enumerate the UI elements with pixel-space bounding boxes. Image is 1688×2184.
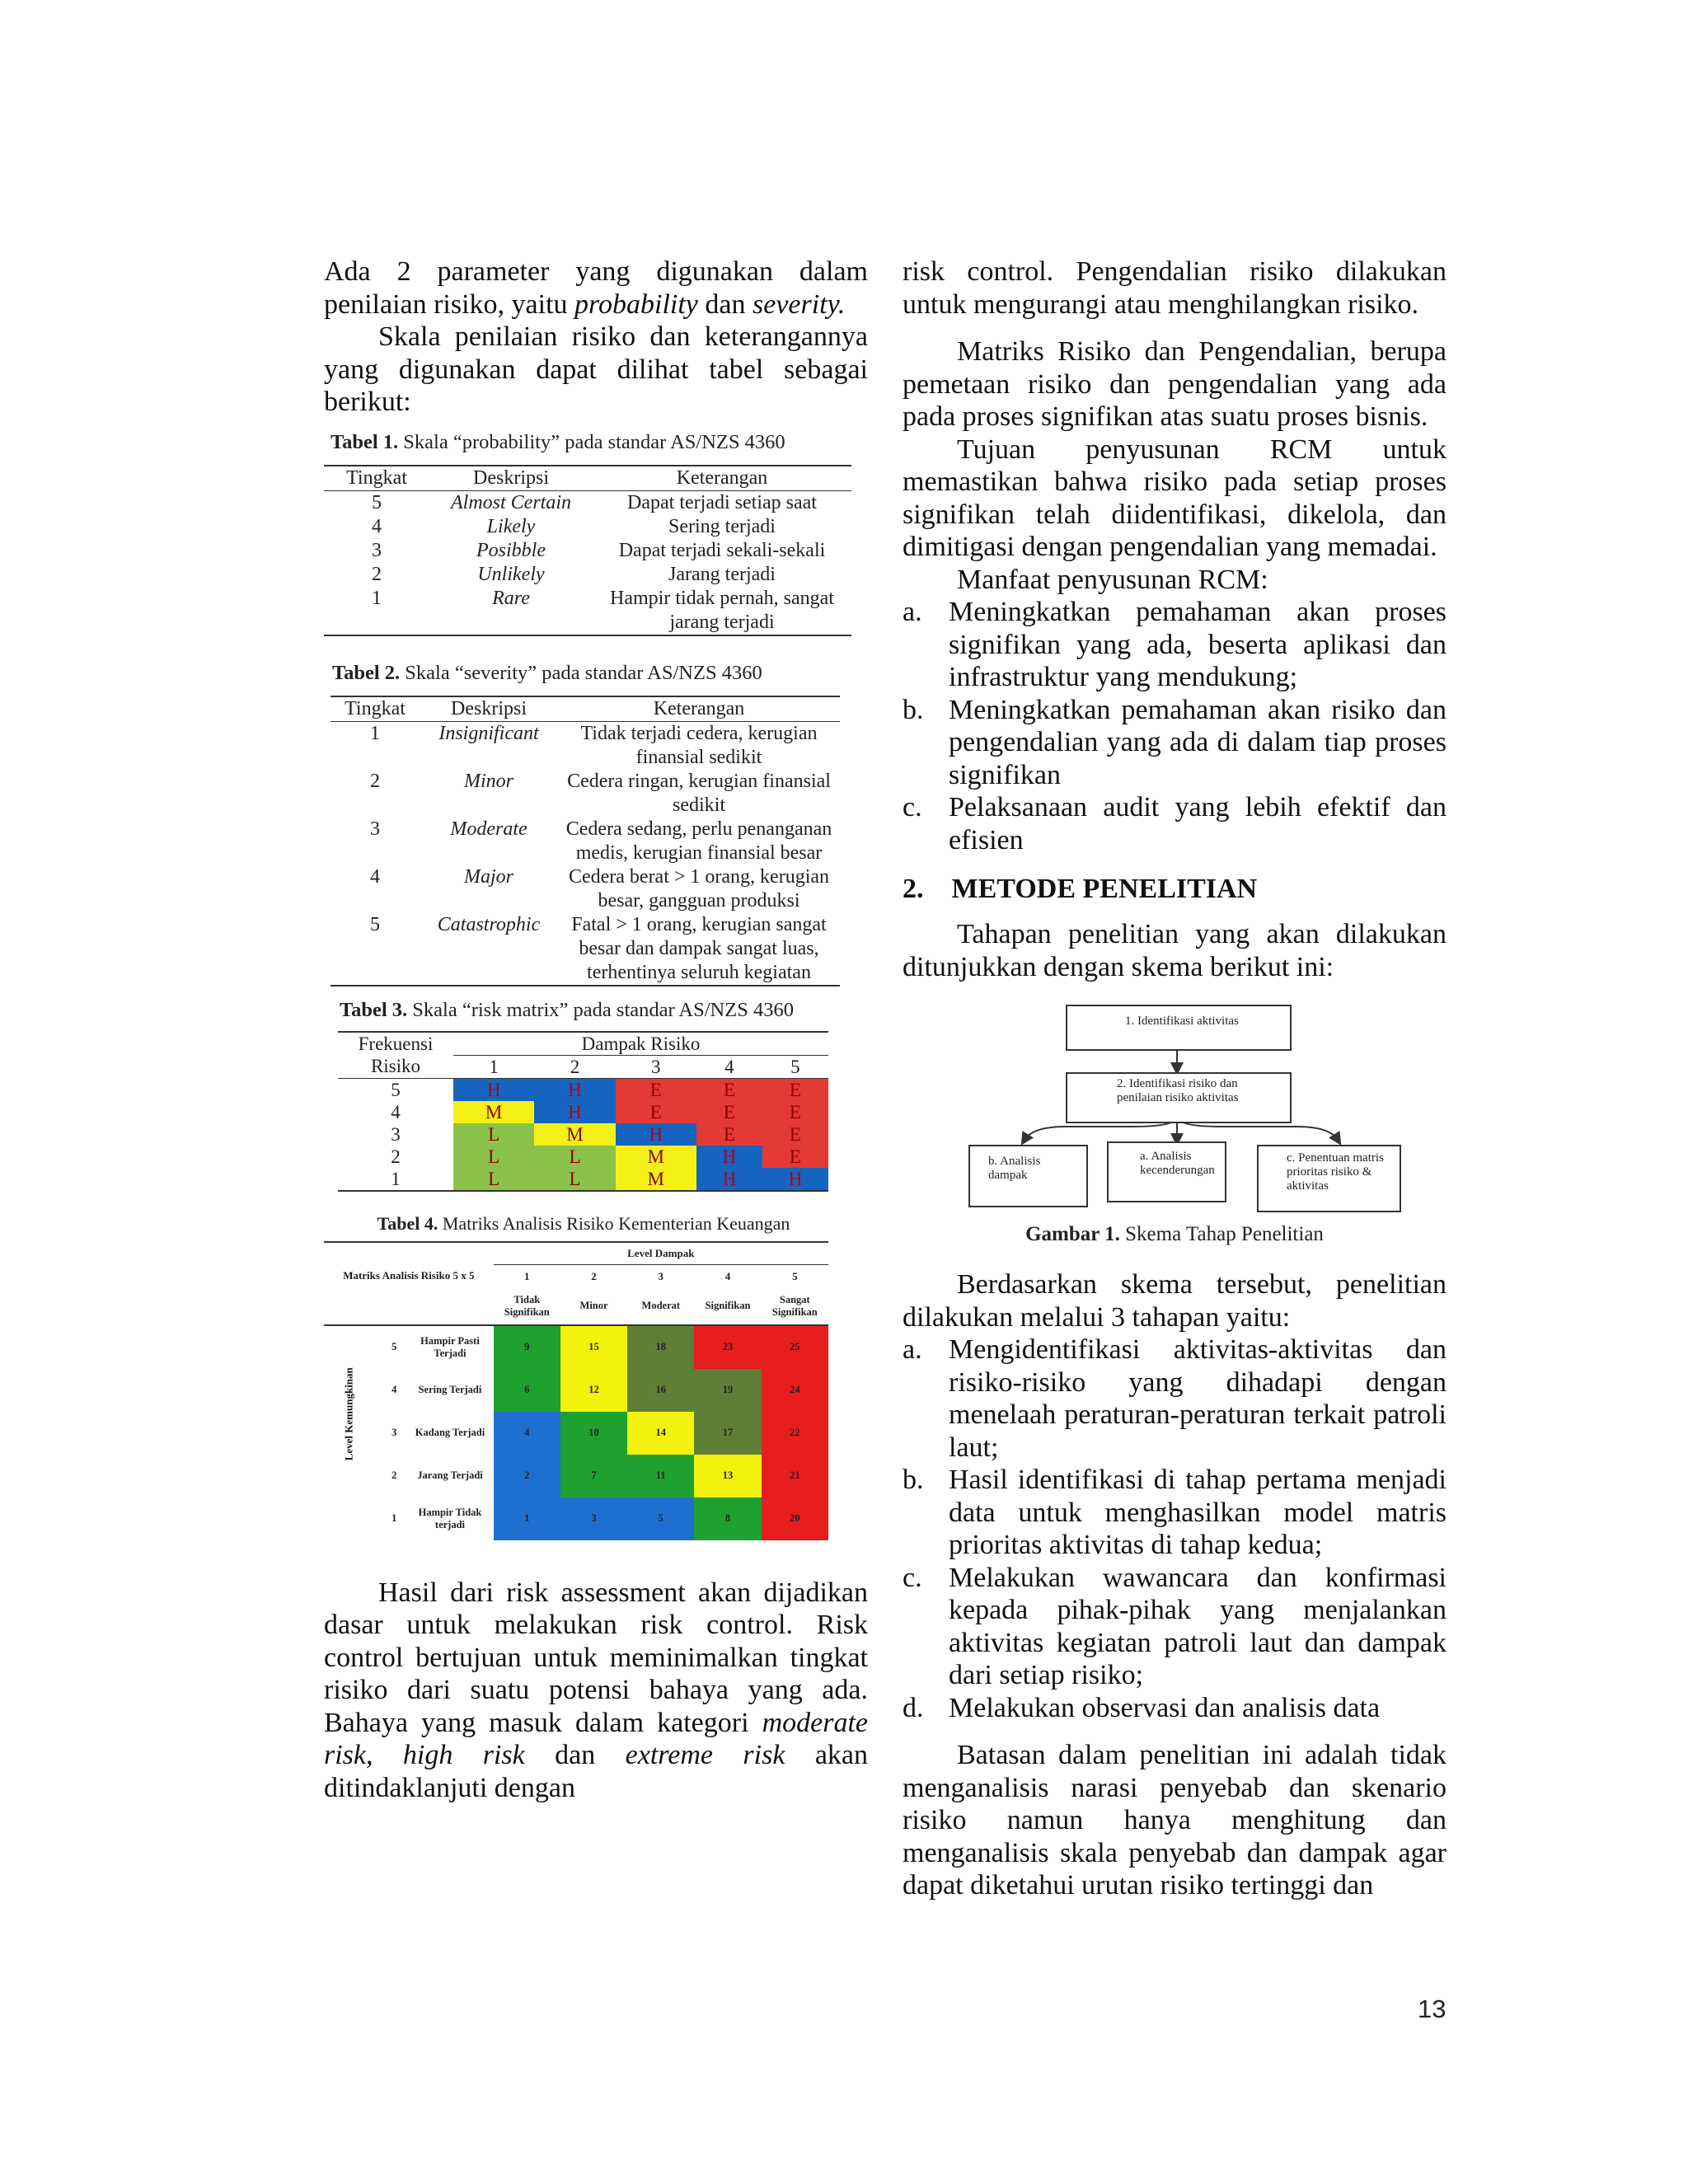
box-penentuan-matris: c. Penentuan matris prioritas risiko & aktivitas	[1257, 1145, 1401, 1212]
t3-cell: L	[453, 1123, 534, 1146]
section-heading: 2. METODE PENELITIAN	[903, 874, 1258, 904]
list-text: Pelaksanaan audit yang lebih efektif dan efisien	[949, 792, 1447, 855]
t1-row	[324, 515, 851, 539]
t4-cell: 21	[762, 1455, 828, 1497]
t1-cell: Jarang terjadi	[668, 563, 776, 585]
t4-cell: 14	[627, 1412, 694, 1455]
t3-cell: L	[453, 1168, 534, 1191]
list-text: Meningkatkan pemahaman akan proses signifikan yang ada, beserta aplikasi dan infrastruktur yang mendukung;	[949, 597, 1447, 692]
table3-block	[340, 998, 868, 1192]
list-text: Hasil identifikasi di tahap pertama menjadi data untuk menghasilkan model matris prioritas aktivitas di tahap kedua;	[949, 1465, 1447, 1560]
t4-row-label: Hampir Pasti Terjadi	[420, 1334, 480, 1359]
left-column	[324, 255, 868, 1804]
t2-row	[331, 770, 840, 818]
t1-cell: Dapat terjadi setiap saat	[627, 491, 817, 513]
t4-level-kemungkinan: Level Kemungkinan	[342, 1366, 355, 1460]
table1-block	[331, 430, 868, 636]
t3-row	[338, 1078, 828, 1101]
t1-cell: Dapat terjadi sekali-sekali	[618, 539, 826, 561]
t3-col-header: 1	[489, 1056, 499, 1077]
list-text: Mengidentifikasi aktivitas-aktivitas dan risiko-risiko yang dihadapi dengan menelaah peraturan-peraturan terkait patroli laut;	[949, 1334, 1447, 1463]
paragraph-tujuan-rcm: Tujuan penyusunan RCM untuk memastikan bahwa risiko pada setiap proses signifikan telah diidentifikasi, dikelola, dan dimitigasi dengan pengendalian yang memadai.	[903, 434, 1447, 562]
figure-caption: Gambar 1. Skema Tahap Penelitian	[1025, 1223, 1324, 1245]
t4-cell: 16	[627, 1369, 694, 1412]
list-item	[903, 1692, 1447, 1725]
t3-col-header: 4	[724, 1056, 734, 1077]
paragraph-risk-control-cont: risk control. Pengendalian risiko dilakukan untuk mengurangi atau menghilangkan risiko.	[903, 256, 1447, 320]
t4-cell: 17	[694, 1412, 761, 1455]
list-marker: a.	[903, 597, 922, 627]
t1-cell: Hampir tidak pernah, sangat jarang terjadi	[610, 587, 834, 633]
t3-cell: H	[616, 1123, 696, 1146]
t3-cell: E	[762, 1101, 828, 1123]
t4-cell: 25	[762, 1325, 828, 1369]
box-analisis-kecenderungan: a. Analisis kecenderungan	[1107, 1141, 1226, 1202]
list-item	[903, 596, 1447, 694]
t4-cell: 10	[560, 1412, 627, 1455]
box-analisis-dampak: b. Analisis dampak	[968, 1145, 1088, 1207]
t3-cell: E	[762, 1123, 828, 1146]
t4-cell: 9	[494, 1325, 560, 1369]
paragraph-parameters: Ada 2 parameter yang digunakan dalam penilaian risiko, yaitu probability dan severity.	[324, 256, 868, 320]
t4-col-number: 2	[591, 1270, 597, 1282]
list-marker: c.	[903, 792, 922, 823]
t2-row	[331, 721, 840, 770]
t3-cell: L	[534, 1146, 615, 1168]
t1-header-deskripsi: Deskripsi	[473, 466, 549, 489]
t4-cell: 11	[627, 1455, 694, 1497]
t2-cell: Fatal > 1 orang, kerugian sangat besar dan dampak sangat luas, terhentinya seluruh kegiatan	[571, 913, 827, 983]
paragraph-tahapan: Tahapan penelitian yang akan dilakukan ditunjukkan dengan skema berikut ini:	[903, 919, 1447, 982]
t3-cell: E	[696, 1078, 762, 1101]
t2-cell: Cedera sedang, perlu penanganan medis, kerugian finansial besar	[565, 818, 832, 864]
t4-cell: 22	[762, 1412, 828, 1455]
t1-cell: 5	[372, 491, 382, 513]
t4-col-label: Signifikan	[705, 1300, 751, 1311]
t1-cell: Likely	[486, 515, 536, 537]
t2-cell: Moderate	[450, 818, 528, 840]
t3-head-frekuensi: Frekuensi	[358, 1033, 434, 1054]
t2-cell: 5	[370, 913, 380, 935]
t2-cell: Insignificant	[438, 722, 539, 744]
list-item	[903, 694, 1447, 792]
t4-row	[324, 1325, 828, 1369]
t4-cell: 15	[560, 1325, 627, 1369]
t4-cell: 6	[494, 1369, 560, 1412]
t4-row-label: Sering Terjadi	[418, 1384, 482, 1395]
t4-col-number: 4	[724, 1270, 731, 1282]
t1-cell: 3	[372, 539, 382, 561]
t3-row	[338, 1101, 828, 1123]
t1-row	[324, 490, 851, 515]
t2-header-tingkat: Tingkat	[345, 697, 406, 719]
t1-cell: Sering terjadi	[668, 515, 776, 537]
t2-cell: 2	[370, 770, 380, 792]
t3-cell: H	[696, 1146, 762, 1168]
list-text: Melakukan wawancara dan konfirmasi kepada pihak-pihak yang menjalankan aktivitas kegiatan patroli laut dan dampak dari setiap risiko;	[949, 1562, 1447, 1690]
t3-cell: L	[534, 1168, 615, 1191]
list-manfaat	[903, 596, 1447, 856]
t2-cell: 4	[370, 865, 380, 888]
t2-cell: Catastrophic	[437, 913, 541, 935]
t4-row	[324, 1412, 828, 1455]
t2-cell: Cedera ringan, kerugian finansial sedikit	[567, 770, 831, 816]
t3-cell: H	[696, 1168, 762, 1191]
figure-schema	[967, 1003, 1428, 1217]
t3-frekuensi: 4	[391, 1101, 401, 1122]
t2-row	[331, 913, 840, 986]
list-item	[903, 1464, 1447, 1562]
t4-cell: 13	[694, 1455, 761, 1497]
t3-col-header: 5	[790, 1056, 800, 1077]
t1-cell: Rare	[492, 587, 530, 609]
t4-col-label: Moderat	[641, 1300, 681, 1311]
t4-col-number: 1	[524, 1270, 530, 1282]
t1-cell: Unlikely	[477, 563, 545, 585]
list-text: Melakukan observasi dan analisis data	[949, 1692, 1381, 1723]
t1-header-tingkat: Tingkat	[346, 466, 407, 489]
t4-col-number: 3	[658, 1270, 664, 1282]
t3-frekuensi: 3	[391, 1123, 401, 1145]
list-tahapan	[903, 1333, 1447, 1724]
table2-caption: Tabel 2. Skala “severity” pada standar AS/NZS 4360	[332, 661, 762, 684]
t3-frekuensi: 2	[391, 1146, 401, 1167]
paragraph-batasan: Batasan dalam penelitian ini adalah tidak menganalisis narasi penyebab dan skenario risiko namun hanya menghitung dan menganalisis skala penyebab dan dampak agar dapat diketahui urutan risiko tertinggi dan	[903, 1740, 1447, 1900]
t4-cell: 24	[762, 1369, 828, 1412]
t4-col-label: Minor	[579, 1300, 608, 1311]
t4-row-number: 4	[392, 1384, 397, 1395]
t3-cell: E	[696, 1101, 762, 1123]
t2-cell: Tidak terjadi cedera, kerugian finansial sedikit	[580, 722, 818, 768]
list-text: Meningkatkan pemahaman akan risiko dan pengendalian yang ada di dalam tiap proses signifikan	[949, 694, 1447, 790]
t1-cell: Almost Certain	[450, 491, 571, 513]
t4-corner: Matriks Analisis Risiko 5 x 5	[343, 1269, 475, 1282]
table2-severity	[331, 696, 840, 987]
t4-row-number: 5	[392, 1341, 397, 1352]
t3-col-header: 3	[651, 1056, 661, 1077]
t4-cell: 5	[627, 1497, 694, 1540]
list-marker: d.	[903, 1692, 924, 1723]
t3-cell: M	[453, 1101, 534, 1123]
t4-row-label: Hampir Tidak terjadi	[418, 1506, 482, 1530]
paragraph-manfaat-rcm: Manfaat penyusunan RCM:	[957, 564, 1268, 595]
t2-header-deskripsi: Deskripsi	[451, 697, 527, 719]
t4-row-number: 1	[392, 1512, 397, 1524]
t4-cell: 7	[560, 1455, 627, 1497]
t2-row	[331, 818, 840, 865]
t3-cell: E	[762, 1078, 828, 1101]
t1-header-keterangan: Keterangan	[676, 466, 768, 489]
t2-cell: 3	[370, 818, 380, 840]
t1-cell: 2	[372, 563, 382, 585]
t3-col-header: 2	[570, 1056, 580, 1077]
t4-row-number: 3	[392, 1427, 397, 1438]
table4-block	[324, 1212, 868, 1540]
t4-cell: 18	[627, 1325, 694, 1369]
paragraph-risk-control: Hasil dari risk assessment akan dijadikan dasar untuk melakukan risk control. Risk control bertujuan untuk meminimalkan tingkat risiko dari suatu potensi bahaya yang ada. Bahaya yang masuk dalam kategori moderate risk, high risk dan extreme risk akan ditindaklanjuti dengan	[324, 1577, 869, 1803]
t1-row	[324, 563, 851, 587]
t3-cell: H	[762, 1168, 828, 1191]
t1-cell: Posibble	[476, 539, 546, 561]
table4-kemenkeu-matrix	[324, 1241, 828, 1540]
table1-probability	[324, 465, 851, 636]
box-identifikasi-risiko: 2. Identifikasi risiko dan penilaian risiko aktivitas	[1066, 1072, 1292, 1123]
t2-header-keterangan: Keterangan	[653, 697, 745, 719]
t4-level-dampak: Level Dampak	[494, 1242, 828, 1265]
t4-row-number: 2	[392, 1469, 397, 1481]
t4-row	[324, 1497, 828, 1540]
t2-cell: Minor	[464, 770, 513, 792]
t4-cell: 3	[560, 1497, 627, 1540]
t4-col-number: 5	[792, 1270, 798, 1282]
table3-risk-matrix	[338, 1031, 828, 1192]
page-number: 13	[1418, 1994, 1447, 2023]
t2-cell: Cedera berat > 1 orang, kerugian besar, gangguan produksi	[568, 865, 830, 912]
list-item	[903, 1333, 1447, 1464]
t3-cell: E	[696, 1123, 762, 1146]
t4-cell: 1	[494, 1497, 560, 1540]
t4-cell: 2	[494, 1455, 560, 1497]
t3-head-risiko: Risiko	[370, 1056, 421, 1077]
list-marker: b.	[903, 1465, 924, 1495]
table4-wrapper	[324, 1241, 828, 1540]
t3-frekuensi: 5	[391, 1079, 401, 1100]
t3-cell: H	[534, 1101, 615, 1123]
paragraph-scale-intro: Skala penilaian risiko dan keterangannya yang digunakan dapat dilihat tabel sebagai berikut:	[324, 321, 868, 417]
t4-col-label: Tidak Signifikan	[504, 1293, 550, 1318]
table4-caption: Tabel 4. Matriks Analisis Risiko Kementerian Keuangan	[377, 1212, 790, 1234]
t4-row-label: Jarang Terjadi	[417, 1469, 483, 1481]
t3-row	[338, 1168, 828, 1191]
t4-row-label: Kadang Terjadi	[415, 1427, 485, 1438]
t4-col-label: Sangat Signifikan	[771, 1293, 818, 1318]
t3-cell: E	[762, 1146, 828, 1168]
list-marker: c.	[903, 1562, 922, 1593]
t1-row	[324, 539, 851, 563]
t3-cell: H	[534, 1078, 615, 1101]
t4-cell: 23	[694, 1325, 761, 1369]
t4-row	[324, 1455, 828, 1497]
t1-cell: 1	[372, 587, 382, 609]
t3-cell: M	[616, 1168, 696, 1191]
box-identifikasi-aktivitas: 1. Identifikasi aktivitas	[1066, 1005, 1292, 1051]
list-marker: a.	[903, 1334, 922, 1365]
t3-cell: H	[453, 1078, 534, 1101]
list-item	[903, 791, 1447, 856]
right-column	[903, 255, 1447, 1902]
t3-cell: L	[453, 1146, 534, 1168]
list-item	[903, 1562, 1447, 1692]
t3-cell: E	[616, 1101, 696, 1123]
t3-cell: E	[616, 1078, 696, 1101]
t3-row	[338, 1123, 828, 1146]
t3-cell: M	[534, 1123, 615, 1146]
paragraph-berdasarkan: Berdasarkan skema tersebut, penelitian dilakukan melalui 3 tahapan yaitu:	[903, 1269, 1447, 1333]
t1-cell: 4	[372, 515, 382, 537]
t3-cell: M	[616, 1146, 696, 1168]
t4-spacer	[324, 1497, 382, 1540]
t3-head-dampak: Dampak Risiko	[453, 1032, 828, 1056]
list-marker: b.	[903, 694, 924, 725]
table3-caption: Tabel 3. Skala “risk matrix” pada standar AS/NZS 4360	[340, 998, 794, 1021]
t2-cell: Major	[464, 865, 513, 888]
t4-cell: 20	[762, 1497, 828, 1540]
table2-block	[332, 661, 868, 987]
t4-cell: 12	[560, 1369, 627, 1412]
t3-row	[338, 1146, 828, 1168]
t4-cell: 8	[694, 1497, 761, 1540]
t4-cell: 19	[694, 1369, 761, 1412]
t4-row	[324, 1369, 828, 1412]
t3-frekuensi: 1	[391, 1168, 401, 1189]
t2-cell: 1	[370, 722, 380, 744]
paragraph-matriks-risiko: Matriks Risiko dan Pengendalian, berupa pemetaan risiko dan pengendalian yang ada pada proses signifikan atas suatu proses bisnis.	[903, 336, 1447, 432]
t4-cell: 4	[494, 1412, 560, 1455]
table1-caption: Tabel 1. Skala “probability” pada standar AS/NZS 4360	[331, 430, 785, 453]
t2-row	[331, 865, 840, 913]
t1-row	[324, 587, 851, 635]
